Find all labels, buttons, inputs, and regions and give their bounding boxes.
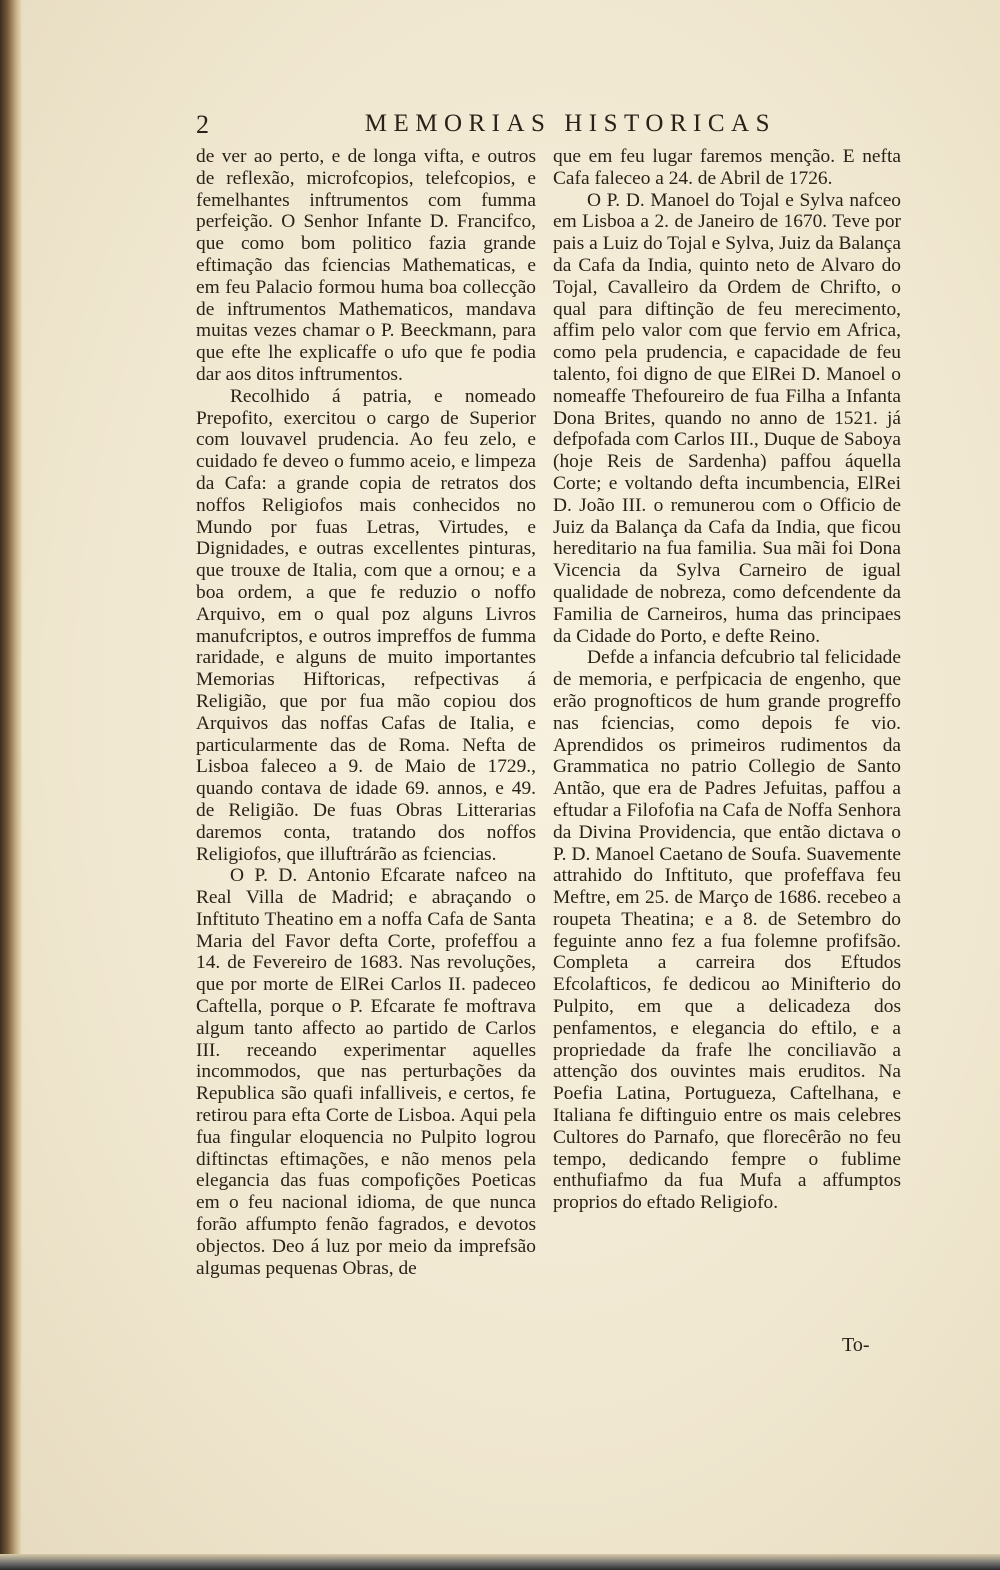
left-paragraph-3: O P. D. Antonio Efcarate nafceo na Real Villa de Madrid; e abraçando o Inftituto Theatino em a noffa Cafa de Santa Maria del Favor defta Corte, profeffou a 14. de Fevereiro de 1683. Nas revoluções, que por morte de ElRei Carlos II. padeceo Caftella, porque o P. Efcarate fe moftrava algum tanto affecto ao partido de Carlos III. receando experimentar aquelles incommodos, que nas perturbações da Republica são quafi infalliveis, e certos, fe retirou para efta Corte de Lisboa. Aqui pela fua fingular eloquencia no Pulpito logrou diftinctas eftimações, e não menos pela elegancia das fuas compofições Poeticas em o feu nacional idioma, de que nunca forão affumpto fenão fagrados, e devotos objectos. Deo á luz por meio da imprefsão algumas pequenas Obras, de <box>196 865 536 1279</box>
right-column <box>553 146 901 1214</box>
left-paragraph-1: de ver ao perto, e de longa vifta, e outros de reflexão, microfcopios, telefcopios, e femelhantes inftrumentos com fumma perfeição. O Senhor Infante D. Francifco, que como bom politico fazia grande eftimação das fciencias Mathematicas, e em feu Palacio formou huma boa collecção de inftrumentos Mathematicos, mandava muitas vezes chamar o P. Beeckmann, para que efte lhe explicaffe o ufo que fe podia dar aos ditos inftrumentos. <box>196 146 536 385</box>
page-number: 2 <box>196 110 209 139</box>
left-column <box>196 146 536 1279</box>
right-paragraph-3: Defde a infancia defcubrio tal felicidade de memoria, e perfpicacia de engenho, que erão prognofticos de hum grande progreffo nas fciencias, como depois fe vio. Aprendidos os primeiros rudimentos da Grammatica no patrio Collegio de Santo Antão, que era de Padres Jefuitas, paffou a eftudar a Filofofia na Cafa de Noffa Senhora da Divina Providencia, que então dictava o P. D. Manoel Caetano de Soufa. Suavemente attrahido do Inftituto, que profeffava feu Meftre, em 25. de Março de 1686. recebeo a roupeta Theatina; e a 8. de Setembro do feguinte anno fez a fua folemne profifsão. Completa a carreira dos Eftudos Efcolafticos, fe dedicou ao Minifterio do Pulpito, em que a delicadeza dos penfamentos, e elegancia do eftilo, e a propriedade da frafe lhe conciliavão a attenção dos ouvintes mais eruditos. Na Poefia Latina, Portugueza, Caftelhana, e Italiana fe diftinguio entre os mais celebres Cultores do Parnafo, que florecêrão no feu tempo, dedicando fempre o fublime enthufiafmo da fua Mufa a affumptos proprios do eftado Religiofo. <box>553 647 901 1214</box>
page-bottom-edge <box>0 1554 1000 1570</box>
page-gutter <box>0 0 22 1570</box>
page-header <box>196 110 786 144</box>
running-title: MEMORIAS HISTORICAS <box>364 110 776 137</box>
right-paragraph-2: O P. D. Manoel do Tojal e Sylva nafceo em Lisboa a 2. de Janeiro de 1670. Teve por pais a Luiz do Tojal e Sylva, Juiz da Balança da Cafa da India, quinto neto de Alvaro do Tojal, Cavalleiro da Ordem de Chrifto, o qual para diftinção de feu merecimento, affim pelo valor com que fervio em Africa, como pela prudencia, e capacidade de feu talento, foi digno de que ElRei D. Manoel o nomeaffe Thefoureiro de fua Filha a Infanta Dona Brites, quando no anno de 1521. já defpofada com Carlos III., Duque de Saboya (hoje Reis de Sardenha) paffou áquella Corte; e voltando defta incumbencia, ElRei D. João III. o remunerou com o Officio de Juiz da Balança da Cafa da India, que ficou hereditario na fua familia. Sua mãi foi Dona Vicencia da Sylva Carneiro de igual qualidade de nobreza, como defcendente da Familia de Carneiros, huma das principaes da Cidade do Porto, e defte Reino. <box>553 189 901 647</box>
catchword: To- <box>842 1334 870 1356</box>
left-paragraph-2: Recolhido á patria, e nomeado Prepofito, exercitou o cargo de Superior com louvavel prudencia. Ao feu zelo, e cuidado fe deveo o fummo aceio, e limpeza da Cafa: a grande copia de retratos dos noffos Religiofos mais conhecidos no Mundo por fuas Letras, Virtudes, e Dignidades, e outras excellentes pinturas, que trouxe de Italia, com que a ornou; e a boa ordem, a que fe reduzio o noffo Arquivo, em o qual poz alguns Livros manufcriptos, e outros impreffos de fumma raridade, e alguns de muito importantes Memorias Hiftoricas, refpectivas á Religião, que por fua mão copiou dos Arquivos das noffas Cafas de Italia, e particularmente das de Roma. Nefta de Lisboa faleceo a 9. de Maio de 1729., quando contava de idade 69. annos, e 49. de Religião. De fuas Obras Litterarias daremos conta, tratando dos noffos Religiofos, que illuftrárão as fciencias. <box>196 385 536 865</box>
right-paragraph-1: que em feu lugar faremos menção. E nefta Cafa faleceo a 24. de Abril de 1726. <box>553 146 901 189</box>
